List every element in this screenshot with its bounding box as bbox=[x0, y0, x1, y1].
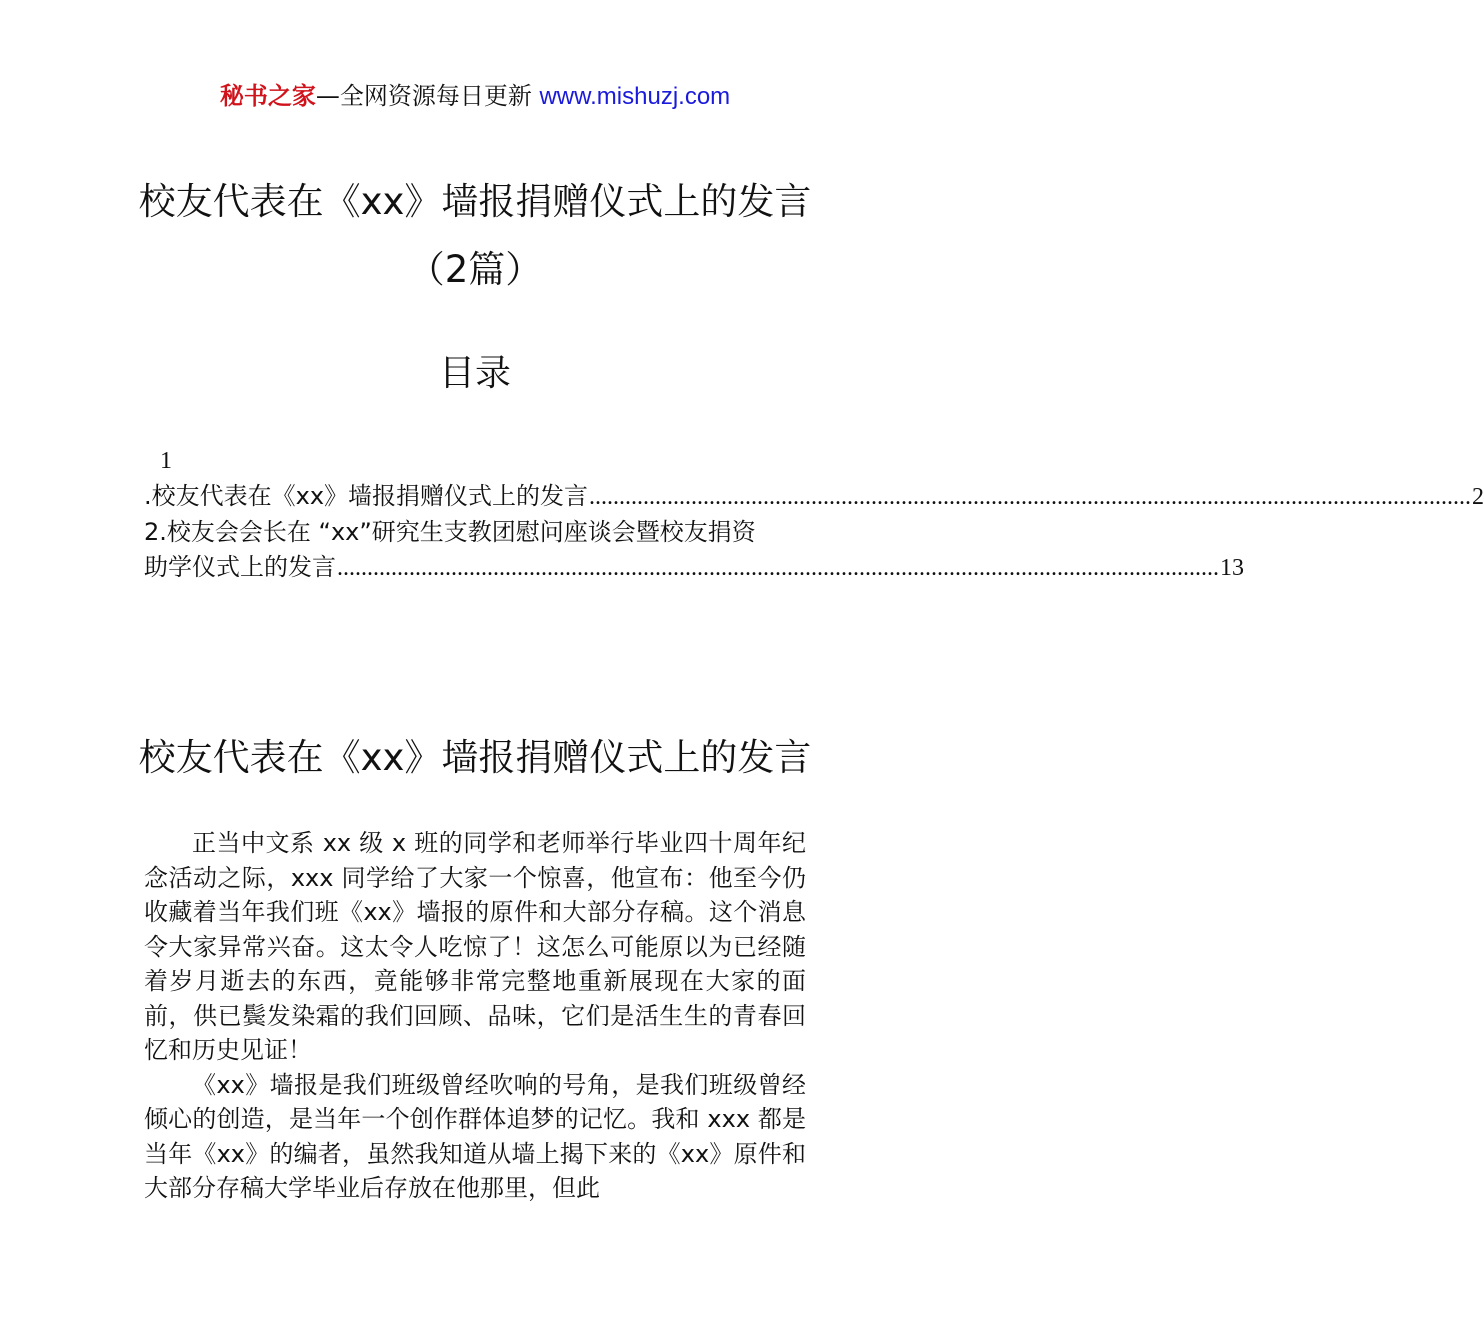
toc-heading: 目录 bbox=[438, 353, 511, 394]
document-title: 校友代表在《xx》墙报捐赠仪式上的发言 bbox=[138, 180, 812, 223]
toc-entry-2-text-line1: 2.校友会会长在 “xx”研究生支教团慰问座谈会暨校友捐资 bbox=[144, 518, 756, 546]
section-title: 校友代表在《xx》墙报捐赠仪式上的发言 bbox=[138, 736, 812, 779]
toc-entry-1-page: 2 bbox=[1472, 484, 1484, 510]
toc-leader-dots: ................................................................................................................................................... bbox=[589, 484, 1472, 510]
site-brand: 秘书之家 bbox=[219, 82, 316, 110]
site-slogan: —全网资源每日更新 bbox=[315, 82, 532, 110]
site-url[interactable]: www.mishuzj.com bbox=[539, 83, 731, 110]
paragraph: 正当中文系 xx 级 x 班的同学和老师举行毕业四十周年纪念活动之际，xxx 同学给了大家一个惊喜，他宣布：他至今仍收藏着当年我们班《xx》墙报的原件和大部分存稿。这个消息令大家异常兴奋。这太令人吃惊了！这怎么可能原以为已经随着岁月逝去的东西，竟能够非常完整地重新展现在大家的面前，供已鬓发染霜的我们回顾、品味，它们是活生生的青春回忆和历史见证！ bbox=[144, 829, 806, 1064]
site-header bbox=[0, 80, 950, 113]
toc-entry-1-number-row bbox=[144, 444, 806, 479]
paragraph: 《xx》墙报是我们班级曾经吹响的号角，是我们班级曾经倾心的创造，是当年一个创作群体追梦的记忆。我和 xxx 都是当年《xx》的编者，虽然我知道从墙上揭下来的《xx》原件和大部分存稿大学毕业后存放在他那里，但此 bbox=[144, 1070, 806, 1202]
body-text bbox=[144, 826, 806, 1206]
toc-entry-2-continued[interactable] bbox=[144, 550, 1244, 586]
toc-leader-dots: ................................................................................................................................................... bbox=[337, 555, 1219, 581]
toc-entry-1-text: .校友代表在《xx》墙报捐赠仪式上的发言 bbox=[144, 482, 589, 510]
document-subtitle: （2篇） bbox=[407, 248, 543, 291]
toc-entry-2-text-line2: 助学仪式上的发言 bbox=[144, 553, 336, 581]
table-of-contents bbox=[144, 444, 1484, 586]
toc-entry-1-number: 1 bbox=[160, 448, 172, 474]
toc-entry-2[interactable] bbox=[144, 515, 806, 550]
toc-entry-2-page: 13 bbox=[1220, 555, 1244, 581]
toc-entry-1[interactable] bbox=[144, 479, 1484, 515]
